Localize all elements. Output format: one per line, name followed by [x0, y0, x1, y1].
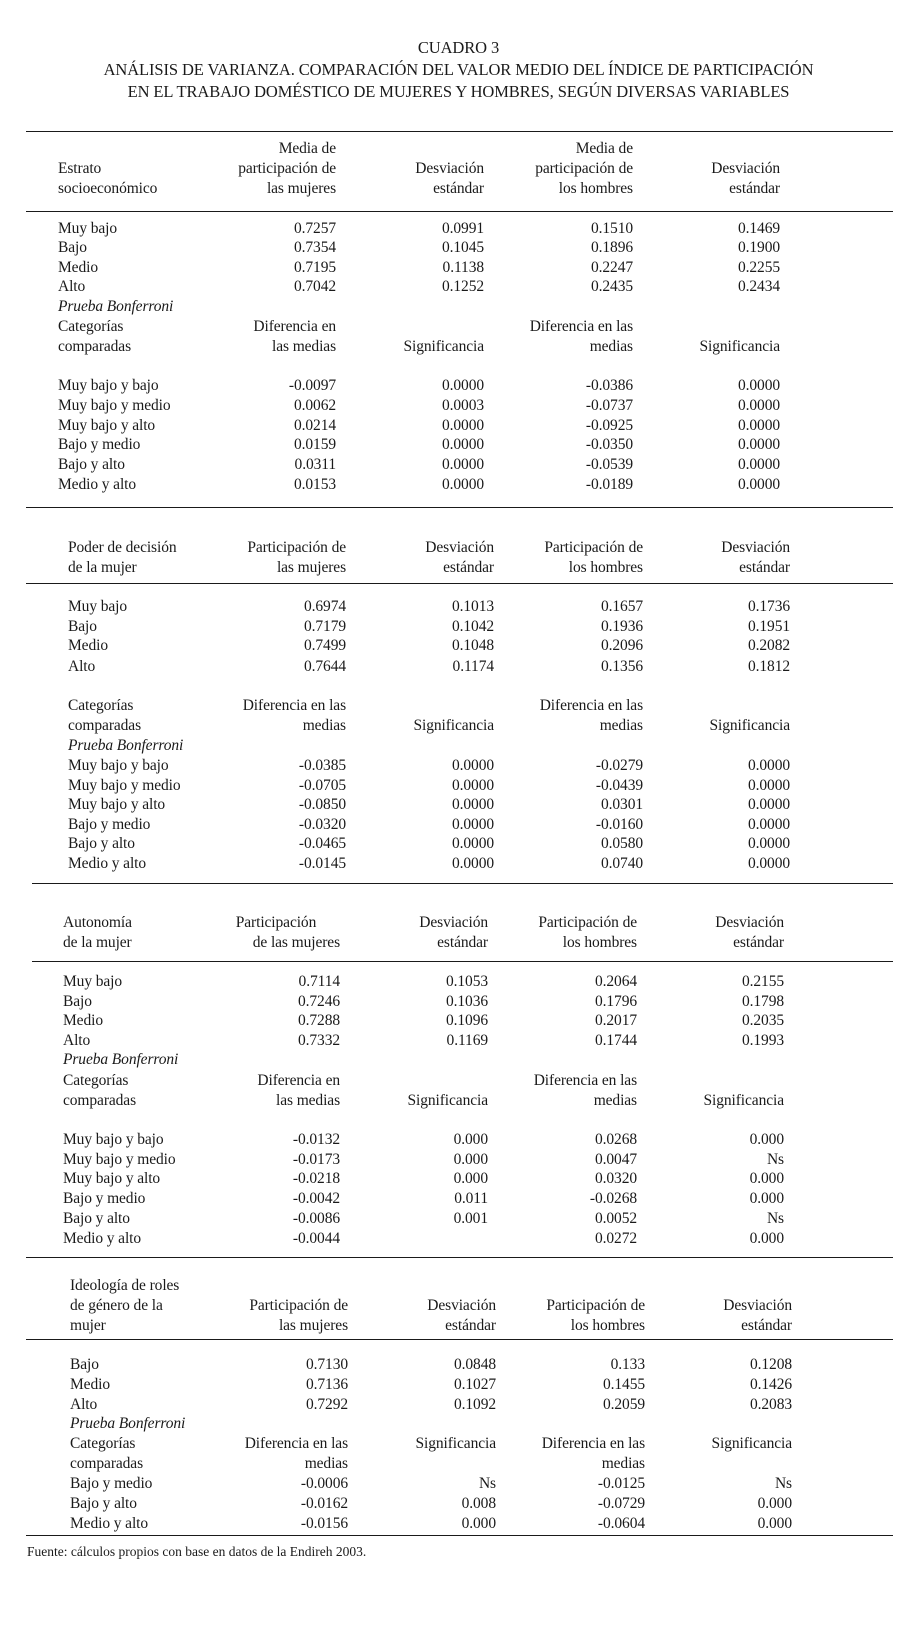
source-note: Fuente: cálculos propios con base en datos de la Endireh 2003.	[27, 1544, 367, 1559]
section-rule	[26, 507, 893, 508]
comparison-header-significancia-mujeres: Significancia	[403, 338, 484, 355]
comparison-header-significancia-hombres: Significancia	[703, 1092, 784, 1109]
comparison-header-categorias: Categorías comparadas	[68, 697, 142, 734]
bonferroni-label: Prueba Bonferroni	[70, 1415, 186, 1432]
bonferroni-label: Prueba Bonferroni	[63, 1051, 179, 1068]
header-participacion-mujeres: Participación de las mujeres	[247, 539, 346, 576]
header-participacion-hombres: Participación de los hombres	[538, 914, 637, 951]
header-media-mujeres: Media de participación de las mujeres	[238, 140, 336, 197]
comparison-header-significancia-hombres: Significancia	[711, 1435, 792, 1452]
header-participacion-mujeres: Participación de las mujeres	[249, 1297, 348, 1334]
header-desviacion-mujeres: Desviación estándar	[419, 914, 488, 951]
table-title-line-2: EN EL TRABAJO DOMÉSTICO DE MUJERES Y HOMBRES, SEGÚN DIVERSAS VARIABLES	[127, 82, 790, 101]
comparison-header-significancia-mujeres: Significancia	[413, 717, 494, 734]
top-rule	[26, 131, 893, 132]
section-rule	[26, 1257, 893, 1258]
header-desviacion-mujeres: Desviación estándar	[415, 160, 484, 197]
comparison-header-diferencia-hombres: Diferencia en las medias	[533, 1072, 637, 1109]
header-desviacion-hombres: Desviación estándar	[711, 160, 780, 197]
header-desviacion-mujeres: Desviación estándar	[427, 1297, 496, 1334]
header-participacion-hombres: Participación de los hombres	[546, 1297, 645, 1334]
header-participacion-hombres: Participación de los hombres	[544, 539, 643, 576]
header-rule	[26, 211, 893, 212]
header-desviacion-hombres: Desviación estándar	[715, 914, 784, 951]
header-desviacion-hombres: Desviación estándar	[721, 539, 790, 576]
comparison-header-significancia-mujeres: Significancia	[415, 1435, 496, 1452]
bonferroni-label: Prueba Bonferroni	[68, 737, 184, 754]
bonferroni-label: Prueba Bonferroni	[58, 298, 174, 315]
variable-label: Autonomía de la mujer	[63, 914, 132, 951]
header-participacion-mujeres: Participación de las mujeres	[235, 914, 340, 951]
comparison-header-categorias: Categorías comparadas	[63, 1072, 137, 1109]
variable-label: Estrato socioeconómico	[58, 160, 158, 197]
header-desviacion-hombres: Desviación estándar	[723, 1297, 792, 1334]
header-rule	[26, 1339, 893, 1340]
comparison-header-diferencia-mujeres: Diferencia en las medias	[242, 697, 346, 734]
comparison-header-significancia-hombres: Significancia	[699, 338, 780, 355]
table-title-line-1: ANÁLISIS DE VARIANZA. COMPARACIÓN DEL VALOR MEDIO DEL ÍNDICE DE PARTICIPACIÓN	[103, 60, 814, 79]
comparison-header-significancia-mujeres: Significancia	[407, 1092, 488, 1109]
comparison-header-categorias: Categorías comparadas	[70, 1435, 144, 1472]
header-rule	[26, 583, 893, 584]
header-desviacion-mujeres: Desviación estándar	[425, 539, 494, 576]
header-rule	[32, 961, 893, 962]
bottom-rule	[26, 1535, 893, 1536]
comparison-header-diferencia-mujeres: Diferencia en las medias	[257, 1072, 340, 1109]
comparison-header-diferencia-mujeres: Diferencia en las medias	[244, 1435, 348, 1472]
comparison-header-diferencia-hombres: Diferencia en las medias	[529, 318, 633, 355]
comparison-header-diferencia-hombres: Diferencia en las medias	[541, 1435, 645, 1472]
header-media-hombres: Media de participación de los hombres	[535, 140, 633, 197]
variable-label: Ideología de roles de género de la mujer	[70, 1277, 180, 1334]
comparison-header-significancia-hombres: Significancia	[709, 717, 790, 734]
variable-label: Poder de decisión de la mujer	[68, 539, 177, 576]
section-rule	[32, 883, 893, 884]
comparison-header-diferencia-hombres: Diferencia en las medias	[539, 697, 643, 734]
table-number: CUADRO 3	[417, 38, 500, 57]
comparison-header-diferencia-mujeres: Diferencia en las medias	[253, 318, 336, 355]
comparison-header-categorias: Categorías comparadas	[58, 318, 132, 355]
